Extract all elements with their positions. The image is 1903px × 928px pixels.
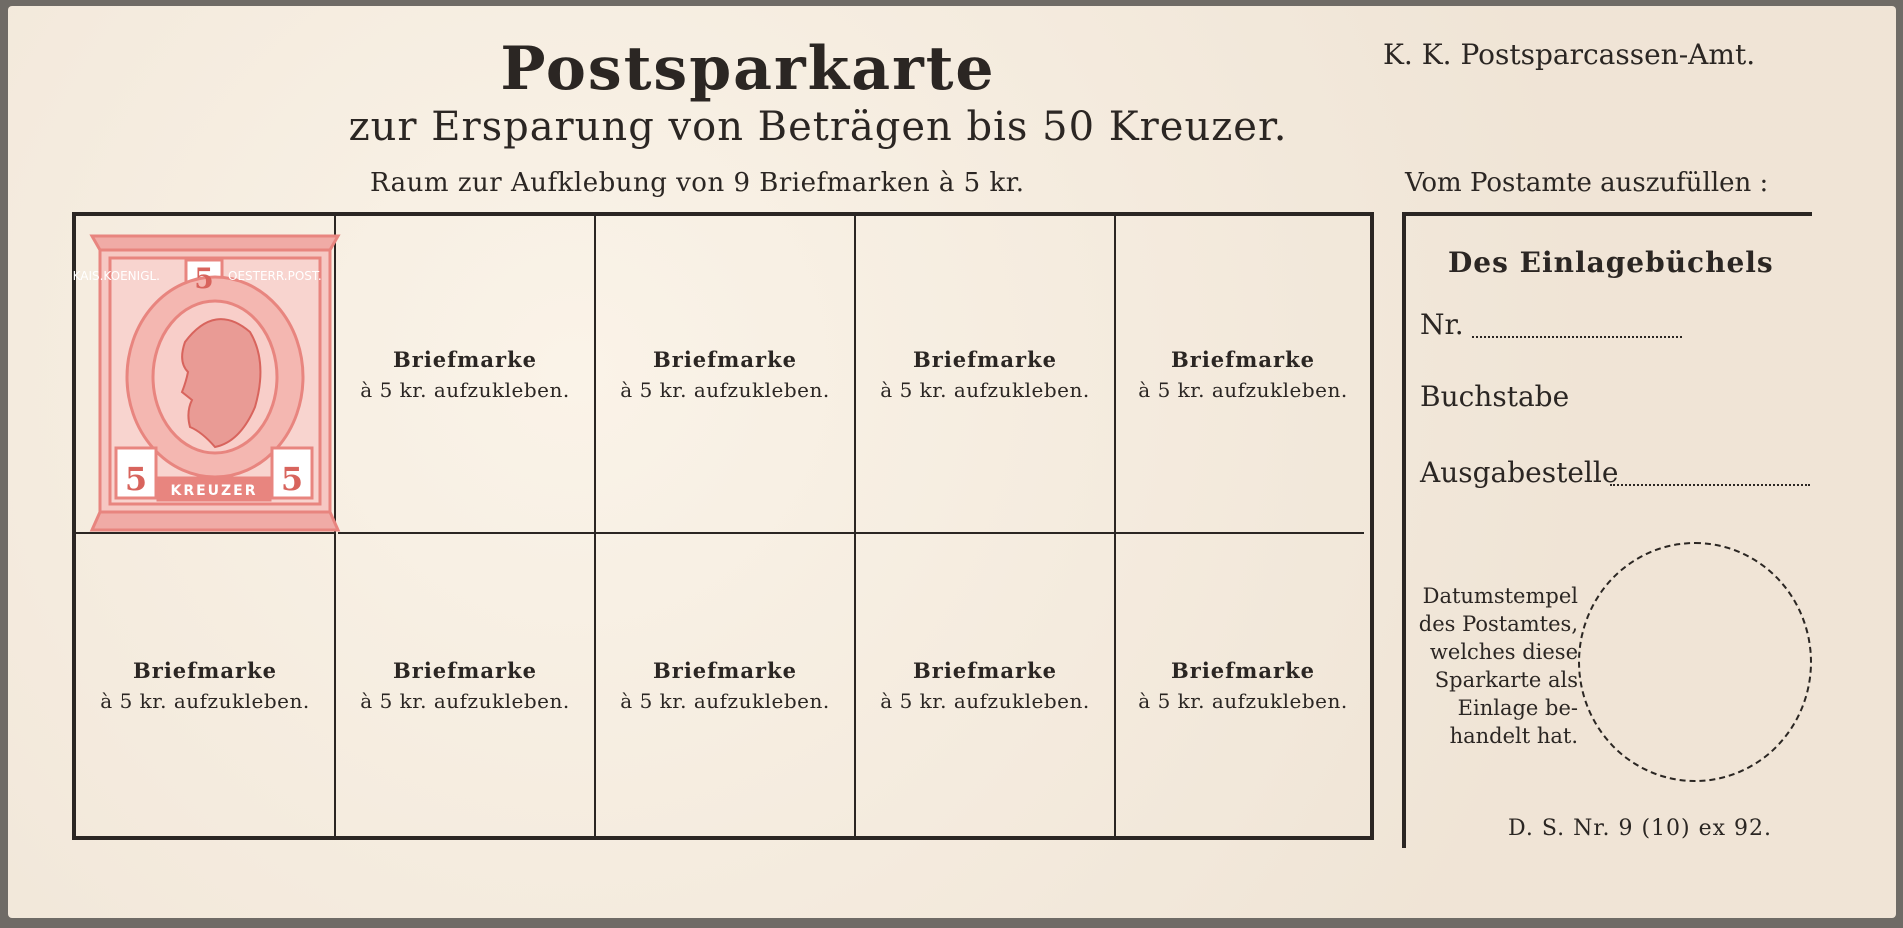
- cell-instruction: à 5 kr. aufzukleben.: [1138, 377, 1348, 402]
- stamp-denomination-left: 5: [124, 460, 148, 498]
- cell-instruction: à 5 kr. aufzukleben.: [880, 377, 1090, 402]
- cell-label: Briefmarke: [393, 346, 537, 372]
- cell-instruction: à 5 kr. aufzukleben.: [360, 688, 570, 713]
- field-nr-line: [1472, 336, 1682, 338]
- cell-instruction: à 5 kr. aufzukleben.: [620, 377, 830, 402]
- datestamp-circle: [1578, 542, 1812, 782]
- office-panel: [1402, 212, 1812, 848]
- cell-label: Briefmarke: [393, 657, 537, 683]
- stamp-top-right-text: OESTERR.POST.: [228, 269, 322, 283]
- field-ausgabe-label: Ausgabestelle: [1420, 456, 1619, 489]
- card-title: Postsparkarte: [500, 34, 996, 104]
- stamp-cell: [1116, 216, 1370, 532]
- stamp-cell: [76, 534, 334, 836]
- field-nr-label: Nr.: [1420, 308, 1464, 341]
- printed-stamp: [72, 232, 340, 532]
- stamp-area-note: Raum zur Aufklebung von 9 Briefmarken à 5 kr.: [370, 168, 1025, 198]
- cell-label: Briefmarke: [133, 657, 277, 683]
- panel-heading: Des Einlagebüchels: [1448, 246, 1774, 279]
- stamp-kreuzer-label: KREUZER: [170, 483, 258, 499]
- cell-label: Briefmarke: [653, 346, 797, 372]
- datestamp-line: Sparkarte als: [1434, 668, 1578, 692]
- office-name: K. K. Postsparcassen-Amt.: [1383, 38, 1756, 71]
- stamp-top-left-text: KAIS.KOENIGL.: [72, 269, 160, 283]
- stamp-cell: [336, 216, 594, 532]
- cell-instruction: à 5 kr. aufzukleben.: [1138, 688, 1348, 713]
- cell-instruction: à 5 kr. aufzukleben.: [100, 688, 310, 713]
- stamp-cell: [596, 534, 854, 836]
- stamp-denomination-top: 5: [194, 262, 214, 295]
- cell-instruction: à 5 kr. aufzukleben.: [620, 688, 830, 713]
- cell-label: Briefmarke: [653, 657, 797, 683]
- datestamp-line: Datumstempel: [1422, 584, 1578, 608]
- datestamp-line: welches diese: [1429, 640, 1578, 664]
- cell-instruction: à 5 kr. aufzukleben.: [360, 377, 570, 402]
- field-ausgabe-line: [1610, 484, 1810, 486]
- stamp-denomination-right: 5: [280, 460, 304, 498]
- stamp-cell: [336, 534, 594, 836]
- datestamp-line: des Postamtes,: [1418, 612, 1578, 636]
- stamp-cell: [596, 216, 854, 532]
- cell-label: Briefmarke: [913, 346, 1057, 372]
- stamp-grid: [72, 212, 1374, 840]
- datestamp-caption: [1402, 582, 1578, 750]
- datestamp-line: handelt hat.: [1449, 724, 1578, 748]
- stamp-cell: [856, 216, 1114, 532]
- cell-label: Briefmarke: [1171, 346, 1315, 372]
- stamp-cell: [1116, 534, 1370, 836]
- cell-label: Briefmarke: [1171, 657, 1315, 683]
- card-subtitle: zur Ersparung von Beträgen bis 50 Kreuzer.: [348, 104, 1288, 150]
- cell-label: Briefmarke: [913, 657, 1057, 683]
- office-instruction: Vom Postamte auszufüllen :: [1405, 168, 1769, 198]
- datestamp-line: Einlage be-: [1457, 696, 1578, 720]
- cell-instruction: à 5 kr. aufzukleben.: [880, 688, 1090, 713]
- form-reference: D. S. Nr. 9 (10) ex 92.: [1508, 816, 1773, 841]
- postal-savings-card: [8, 6, 1896, 918]
- field-buchstabe-label: Buchstabe: [1420, 380, 1570, 413]
- stamp-cell: [856, 534, 1114, 836]
